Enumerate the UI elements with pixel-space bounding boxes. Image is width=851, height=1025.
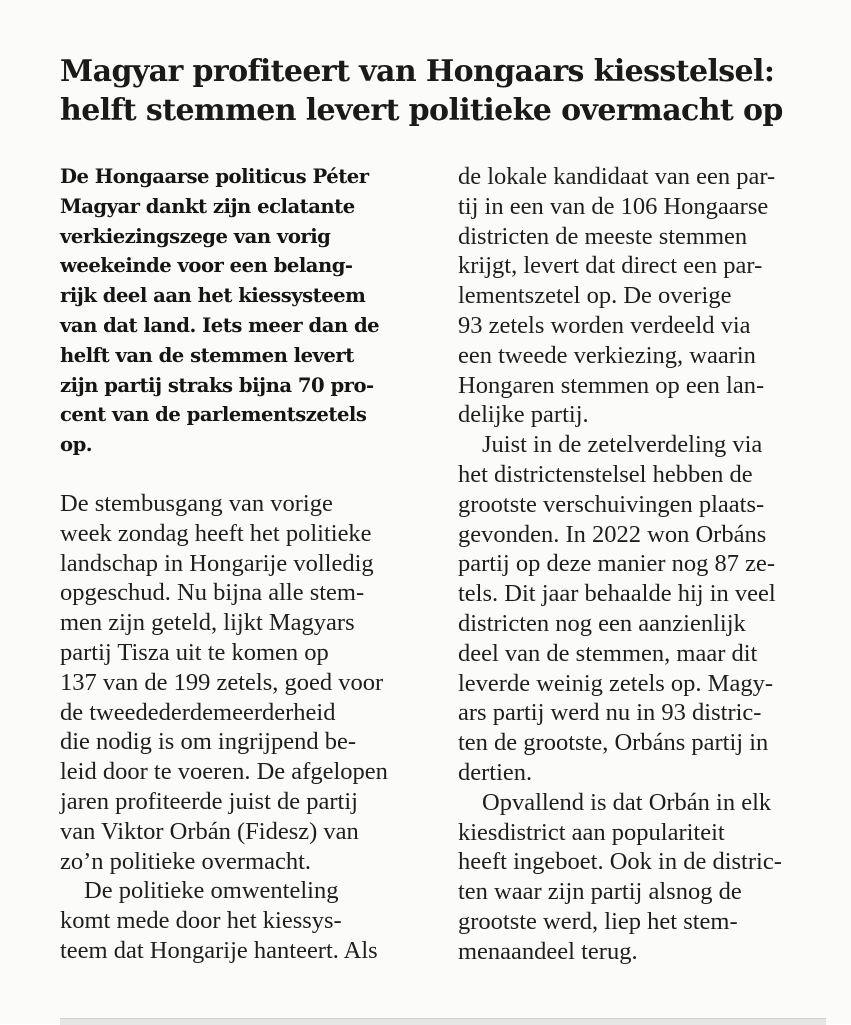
right-column [458,162,843,967]
lead-line: helft van de stemmen levert [60,343,354,367]
lead-line: verkiezingszege van vorig [60,224,331,248]
body-line: partij op deze manier nog 87 ze- [458,550,776,578]
body-paragraph [458,162,843,430]
body-line: Opvallend is dat Orbán in elk [482,788,772,816]
lead-line: De Hongaarse politicus Péter [60,165,369,188]
body-line: delijke partij. [458,401,589,429]
body-line: gevonden. In 2022 won Orbáns [458,520,767,548]
body-line: grootste werd, liep het stem- [458,907,738,935]
paragraph-gap [60,460,445,489]
article-headline [60,52,820,130]
body-line: 93 zetels worden verdeeld via [458,311,751,339]
body-line: Juist in de zetelverdeling via [482,431,763,459]
body-line: partij Tisza uit te komen op [60,638,329,666]
body-line: Hongaren stemmen op een lan- [458,371,765,399]
body-line: de tweedederdemeerderheid [60,698,336,726]
lead-line: Magyar dankt zijn eclatante [60,194,355,218]
lead-line: zijn partij straks bijna 70 pro- [60,373,374,397]
body-line: jaren profiteerde juist de partij [60,787,358,815]
lead-line: cent van de parlementszetels [60,403,367,427]
body-line: de lokale kandidaat van een par- [458,163,776,190]
body-line: krijgt, levert dat direct een par- [458,252,763,280]
lead-line: op. [60,433,93,457]
lead-line: van dat land. Iets meer dan de [60,313,380,337]
body-line: lementszetel op. De overige [458,282,732,310]
body-paragraph [458,430,843,788]
body-line: leid door te voeren. De afgelopen [60,758,388,786]
headline-line: Magyar profiteert van Hongaars kiesstelsel: [60,54,775,89]
body-line: die nodig is om ingrijpend be- [60,728,356,756]
body-line: menaandeel terug. [458,937,638,965]
body-line: De stembusgang van vorige [60,489,333,517]
body-line: komt mede door het kiessys- [60,907,342,935]
body-line: teem dat Hongarije hanteert. Als [60,936,378,964]
body-line: landschap in Hongarije volledig [60,549,374,577]
body-line: opgeschud. Nu bijna alle stem- [60,579,365,607]
body-line: men zijn geteld, lijkt Magyars [60,609,355,637]
body-line: deel van de stemmen, maar dit [458,639,758,667]
lead-line: weekeinde voor een belang- [60,254,353,278]
body-paragraph [60,489,445,876]
left-column [60,162,445,966]
body-line: tels. Dit jaar behaalde hij in veel [458,580,776,608]
lead-line: rijk deel aan het kiessysteem [60,284,366,308]
body-line: districten de meeste stemmen [458,222,748,250]
body-line: 137 van de 199 zetels, goed voor [60,668,384,696]
body-line: van Viktor Orbán (Fidesz) van [60,817,359,845]
article-lead [60,162,445,460]
body-line: districten nog een aanzienlijk [458,609,746,637]
body-line: zo’n politieke overmacht. [60,847,312,875]
body-line: ten waar zijn partij alsnog de [458,878,742,906]
body-line: heeft ingeboet. Ook in de distric- [458,848,782,876]
body-line: week zondag heeft het politieke [60,519,372,547]
body-paragraph [458,788,843,967]
body-line: kiesdistrict aan populariteit [458,818,725,846]
body-line: grootste verschuivingen plaats- [458,490,765,518]
body-line: het districtenstelsel hebben de [458,460,753,488]
body-line: ars partij werd nu in 93 distric- [458,699,762,727]
body-line: De politieke omwenteling [84,877,339,905]
headline-line: helft stemmen levert politieke overmacht op [60,93,783,128]
body-line: tij in een van de 106 Hongaarse [458,192,769,220]
body-line: een tweede verkiezing, waarin [458,341,756,369]
body-line: dertien. [458,758,533,786]
body-paragraph [60,876,445,965]
body-line: leverde weinig zetels op. Magy- [458,669,773,697]
body-line: ten de grootste, Orbáns partij in [458,729,769,757]
